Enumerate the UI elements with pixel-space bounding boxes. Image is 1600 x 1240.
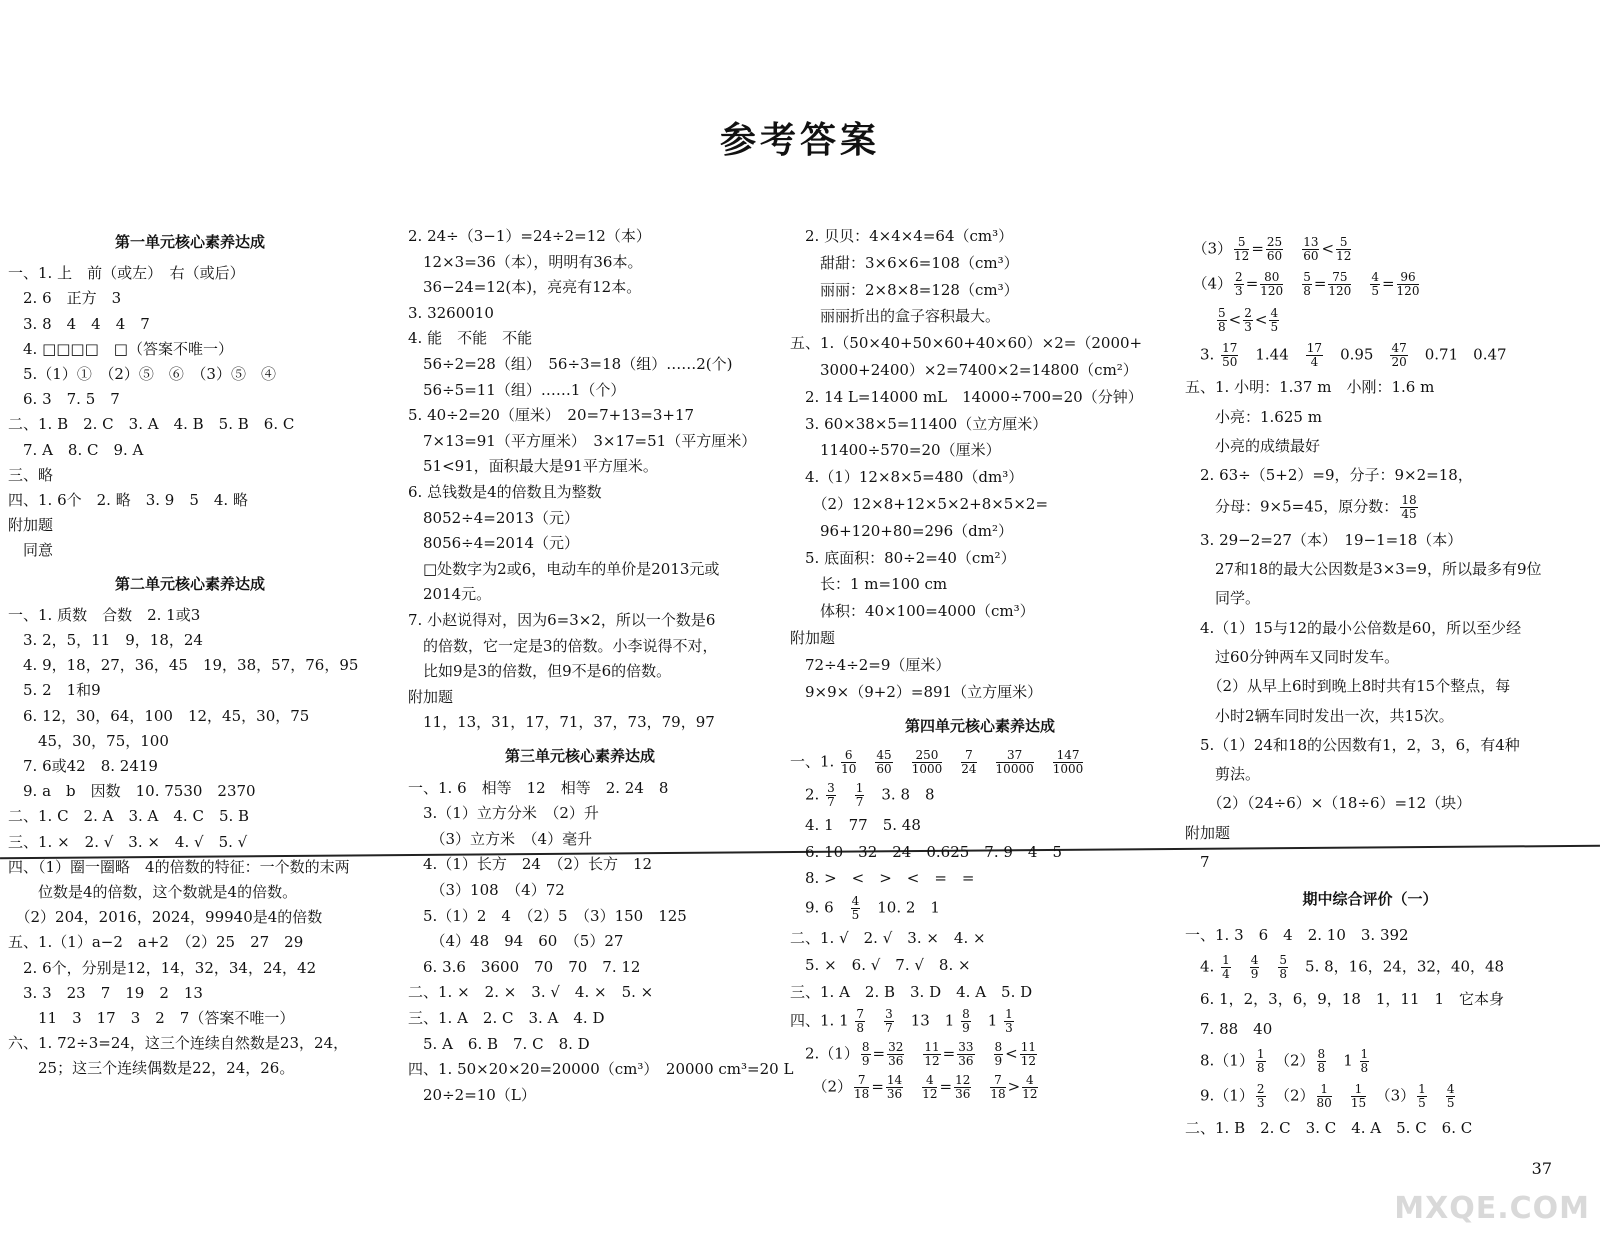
answer-line: 一、1. 6 相等 12 相等 2. 24 8	[408, 778, 669, 797]
answer-line: 7. 88 40	[1185, 1019, 1273, 1038]
answer-line: 7. A 8. C 9. A	[8, 440, 144, 459]
answer-line: 2. 贝贝：4×4×4=64（cm³）	[790, 227, 1014, 245]
answer-line: （4） $\frac{2}{3}$ = $\frac{80}{120}$ $\frac{5}{8}$ = $\frac{75}{120}$ $\frac{4}{5}$ = $\frac{96}{120}$	[1185, 270, 1420, 299]
answer-line: 8052÷4=2013（元）	[408, 508, 580, 527]
answer-line: 2014元。	[408, 585, 492, 604]
answer-line: 位数是4的倍数，这个数就是4的倍数。	[8, 883, 298, 901]
fraction: $\frac{5}{8}$	[1279, 952, 1288, 981]
answer-line: 附加题	[1185, 823, 1231, 842]
answer-line: 45，30，75，100	[8, 731, 169, 750]
fraction: $\frac{4}{5}$	[1446, 1082, 1455, 1111]
answer-line: 一、1. 3 6 4 2. 10 3. 392	[1185, 925, 1409, 944]
fraction: $\frac{4}{5}$	[1270, 305, 1279, 334]
answer-line: 4. $\frac{1}{4}$ $\frac{4}{9}$ $\frac{5}{8}$ 5. 8，16，24，32，40，48	[1185, 952, 1505, 981]
answer-line: 剪法。	[1185, 765, 1261, 784]
answer-line: 四、1. 50×20×20=20000（cm³） 20000 cm³=20 L	[408, 1060, 794, 1079]
answer-line: 3. 2，5，11 9，18，24	[8, 631, 203, 649]
answer-line: 4. 9，18，27，36，45 19，38，57，76，95	[8, 656, 359, 675]
answer-line: 一、1. 上 前（或左） 右（或后）	[8, 264, 245, 283]
answer-line: 9×9×（9+2）=891（立方厘米）	[790, 682, 1043, 701]
page-title: 参考答案	[719, 119, 880, 161]
answer-line: 12×3=36（本），明明有36本。	[408, 252, 643, 271]
fraction: $\frac{4}{12}$	[922, 1073, 938, 1101]
answer-line: 三、略	[8, 465, 54, 484]
fraction: $\frac{8}{8}$	[1317, 1046, 1326, 1075]
fraction: $\frac{14}{36}$	[886, 1073, 903, 1101]
answer-line: 7. 小赵说得对，因为6=3×2，所以一个数是6	[408, 611, 716, 629]
fraction: $\frac{5}{12}$	[1234, 235, 1250, 263]
fraction: $\frac{3}{7}$	[827, 781, 835, 809]
answer-line: 5.（1）① （2）⑤ ⑥ （3）⑤ ④	[8, 365, 276, 383]
fraction: $\frac{7}{24}$	[961, 748, 977, 777]
answer-line: 11 3 17 3 2 7（答案不唯一）	[8, 1009, 295, 1027]
fraction: $\frac{7}{8}$	[856, 1007, 865, 1036]
answer-line: 11400÷570=20（厘米）	[790, 441, 1001, 460]
answer-line: （4）48 94 60 （5）27	[408, 932, 624, 951]
answer-line: （3）108 （4）72	[408, 881, 565, 899]
answer-line: 四、（1）圈一圈略 4的倍数的特征：一个数的末两	[8, 857, 350, 876]
answer-line: 四、1. 1 $\frac{7}{8}$ $\frac{3}{7}$ 13 1 $\frac{8}{9}$ 1 $\frac{1}{3}$	[790, 1007, 1013, 1036]
answer-line: 4.（1）长方 24 （2）长方 12	[408, 855, 653, 874]
answer-line: 56÷5=11（组）……1（个）	[408, 380, 626, 399]
answer-line: 5.（1）24和18的公因数有1，2，3，6，有4种	[1185, 735, 1520, 754]
answer-line: 5. × 6. √ 7. √ 8. ×	[790, 955, 971, 974]
fraction: $\frac{5}{8}$	[1218, 305, 1226, 334]
answer-line: 2. 24÷（3−1）=24÷2=12（本）	[408, 227, 651, 245]
answer-line: 3. $\frac{17}{50}$ 1.44 $\frac{17}{4}$ 0.95 $\frac{47}{20}$ 0.71 0.47	[1185, 340, 1507, 369]
fraction: $\frac{1}{5}$	[1418, 1082, 1426, 1111]
answer-line: 5.（1）2 4 （2）5 （3）150 125	[408, 906, 687, 925]
fraction: $\frac{2}{3}$	[1256, 1082, 1265, 1111]
answer-line: 56÷2=28（组） 56÷3=18（组）……2(个)	[408, 355, 733, 373]
fraction: $\frac{4}{9}$	[1250, 952, 1259, 981]
fraction: $\frac{2}{3}$	[1244, 305, 1252, 334]
answer-line: 3.（1）立方分米 （2）升	[408, 804, 599, 823]
answer-line: 2. 6 正方 3	[8, 289, 122, 308]
fraction: $\frac{1}{8}$	[1360, 1046, 1369, 1075]
answer-line: 五、1.（50×40+50×60+40×60）×2=（2000+	[790, 334, 1143, 353]
answer-line: 6. 12，30，64，100 12，45，30，75	[8, 706, 310, 725]
answer-line: □处数字为2或6，电动车的单价是2013元或	[408, 559, 720, 578]
answer-line: 2. 6个，分别是12，14，32，34，24，42	[8, 958, 317, 977]
fraction: $\frac{12}{36}$	[955, 1073, 971, 1101]
answer-line: 比如9是3的倍数，但9不是6的倍数。	[408, 662, 672, 681]
answer-line: 五、1. 小明：1.37 m 小刚：1.6 m	[1185, 378, 1435, 397]
answer-line: 三、1. A 2. C 3. A 4. D	[408, 1009, 605, 1027]
answer-line: 同意	[8, 541, 54, 560]
answer-line: 5. 40÷2=20（厘米） 20=7+13=3+17	[408, 406, 695, 425]
answer-line: 3. 29−2=27（本） 19−1=18（本）	[1185, 530, 1463, 549]
answer-line: 2. $\frac{3}{7}$ $\frac{1}{7}$ 3. 8 8	[790, 781, 935, 809]
answer-line: 小亮：1.625 m	[1185, 407, 1322, 426]
section-heading: 第四单元核心素养达成	[904, 717, 1055, 736]
fraction: $\frac{32}{36}$	[888, 1040, 904, 1069]
fraction: $\frac{250}{1000}$	[911, 748, 943, 777]
fraction: $\frac{80}{120}$	[1260, 270, 1284, 299]
answer-line: 4. □□□□ □（答案不唯一）	[8, 339, 233, 358]
answer-line: 附加题	[8, 516, 54, 535]
section-heading: 期中综合评价（一）	[1302, 890, 1438, 909]
fraction: $\frac{17}{4}$	[1306, 340, 1323, 369]
answer-line: 72÷4÷2=9（厘米）	[790, 655, 951, 674]
answer-line: 6. 3 7. 5 7	[8, 390, 120, 409]
answer-line: 体积：40×100=4000（cm³）	[790, 602, 1035, 621]
answer-line: 5. 2 1和9	[8, 681, 101, 700]
answer-line: 3. 3 23 7 19 2 13	[8, 983, 203, 1002]
answer-line: 36−24=12(本)，亮亮有12本。	[408, 278, 642, 297]
fraction: $\frac{6}{10}$	[841, 748, 857, 777]
answer-line: 27和18的最大公因数是3×3=9，所以最多有9位	[1185, 560, 1542, 578]
fraction: $\frac{4}{12}$	[1022, 1073, 1038, 1101]
answer-line: 附加题	[408, 687, 454, 706]
fraction: $\frac{1}{15}$	[1350, 1082, 1367, 1111]
page-number: 37	[1531, 1159, 1552, 1178]
fraction: $\frac{45}{60}$	[876, 748, 892, 777]
answer-line: 25；这三个连续偶数是22，24，26。	[8, 1059, 295, 1078]
fraction: $\frac{4}{5}$	[851, 894, 860, 923]
answer-line: 11，13，31，17，71，37，73，79，97	[408, 713, 715, 732]
fraction: $\frac{8}{9}$	[861, 1040, 870, 1069]
answer-line: 9. a b 因数 10. 7530 2370	[8, 782, 256, 801]
answer-line: 4.（1）12×8×5=480（dm³）	[790, 468, 1024, 487]
answer-line: 甜甜：3×6×6=108（cm³）	[790, 253, 1019, 272]
answer-line: 六、1. 72÷3=24，这三个连续自然数是23，24，	[8, 1034, 349, 1053]
answer-line: 5. 底面积：80÷2=40（cm²）	[790, 548, 1016, 567]
fraction: $\frac{1}{3}$	[1005, 1007, 1013, 1036]
answer-line: 分母：9×5=45，原分数： $\frac{18}{45}$	[1185, 493, 1417, 522]
answer-line: 20÷2=10（L）	[408, 1085, 536, 1104]
answer-line: 一、1. $\frac{6}{10}$ $\frac{45}{60}$ $\frac{250}{1000}$ $\frac{7}{24}$ $\frac{37}{10000}$ $\frac{147}{1000}$	[790, 748, 1084, 777]
answer-line: 6. 总钱数是4的倍数且为整数	[408, 483, 602, 501]
answer-line: 3000+2400）×2=7400×2=14800（cm²）	[790, 361, 1138, 379]
answer-line: 过60分钟两车又同时发车。	[1185, 647, 1400, 666]
answer-line: 三、1. × 2. √ 3. × 4. √ 5. √	[8, 832, 248, 851]
answer-line: 3. 3260010	[408, 303, 494, 322]
answer-line: 4. 能 不能 不能	[408, 329, 533, 348]
answer-line: 小亮的成绩最好	[1185, 436, 1321, 455]
fraction: $\frac{8}{9}$	[994, 1040, 1003, 1069]
watermark: MXQE.COM	[1394, 1191, 1590, 1226]
fraction: $\frac{17}{50}$	[1222, 340, 1238, 369]
answer-line: 丽丽：2×8×8=128（cm³）	[790, 280, 1019, 299]
fraction: $\frac{75}{120}$	[1328, 270, 1352, 299]
fraction: $\frac{5}{8}$	[1303, 270, 1311, 299]
answer-line: 7×13=91（平方厘米） 3×17=51（平方厘米）	[408, 431, 757, 450]
answer-line: 3. 60×38×5=11400（立方厘米）	[790, 414, 1048, 433]
answer-line: （2）12×8+12×5×2+8×5×2=	[790, 495, 1049, 513]
answer-line: 9. 6 $\frac{4}{5}$ 10. 2 1	[790, 894, 940, 923]
answer-line: 5. A 6. B 7. C 8. D	[408, 1034, 590, 1053]
answer-line: 2. 14 L=14000 mL 14000÷700=20（分钟）	[790, 387, 1143, 406]
fraction: $\frac{147}{1000}$	[1052, 748, 1084, 777]
fraction: $\frac{5}{12}$	[1336, 235, 1352, 263]
answer-line: 附加题	[790, 629, 836, 647]
answer-line: 二、1. B 2. C 3. A 4. B 5. B 6. C	[8, 415, 295, 434]
answer-line: 96+120+80=296（dm²）	[790, 521, 1013, 540]
fraction: $\frac{4}{5}$	[1371, 270, 1379, 299]
fraction: $\frac{33}{36}$	[958, 1040, 974, 1069]
fraction: $\frac{3}{7}$	[885, 1007, 893, 1036]
fraction: $\frac{7}{18}$	[990, 1073, 1006, 1101]
answer-line: 长：1 m=100 cm	[790, 575, 948, 594]
answer-line: （2） $\frac{7}{18}$ = $\frac{14}{36}$ $\frac{4}{12}$ = $\frac{12}{36}$ $\frac{7}{18}$ > $\frac{4}{12}$	[790, 1073, 1038, 1101]
answer-line: 4. 1 77 5. 48	[790, 815, 921, 834]
answer-line: 4.（1）15与12的最小公倍数是60，所以至少经	[1185, 618, 1522, 637]
answer-line: 二、1. × 2. × 3. √ 4. × 5. ×	[408, 983, 654, 1002]
answer-line: 6. 10 32 24 0.625 7. 9 4 5	[790, 842, 1062, 861]
answer-line: （2）（24÷6）×（18÷6）=12（块）	[1185, 794, 1472, 813]
answer-line: 2.（1） $\frac{8}{9}$ = $\frac{32}{36}$ $\frac{11}{12}$ = $\frac{33}{36}$ $\frac{8}{9}$ < $\frac{11}{12}$	[790, 1040, 1037, 1069]
section-heading: 第二单元核心素养达成	[114, 574, 265, 593]
answer-line: 7. 6或42 8. 2419	[8, 757, 158, 775]
answer-line: $\frac{5}{8}$ < $\frac{2}{3}$ < $\frac{4}{5}$	[1218, 305, 1279, 334]
answer-line: 同学。	[1185, 589, 1261, 608]
fraction: $\frac{25}{60}$	[1266, 235, 1283, 263]
answer-line: 二、1. B 2. C 3. C 4. A 5. C 6. C	[1185, 1119, 1473, 1138]
fraction: $\frac{47}{20}$	[1391, 340, 1407, 369]
answer-line: 7	[1185, 853, 1210, 871]
fraction: $\frac{2}{3}$	[1235, 270, 1243, 299]
answer-line: 二、1. C 2. A 3. A 4. C 5. B	[8, 807, 250, 826]
answer-line: 51<91，面积最大是91平方厘米。	[408, 457, 658, 476]
fraction: $\frac{1}{8}$	[1256, 1046, 1265, 1075]
answer-line: （2）从早上6时到晚上8时共有15个整点，每	[1185, 677, 1511, 696]
answer-line: 五、1.（1）a−2 a+2 （2）25 27 29	[8, 933, 304, 952]
answer-line: 6. 3.6 3600 70 70 7. 12	[408, 957, 641, 976]
answer-line: 小时2辆车同时发出一次，共15次。	[1185, 706, 1454, 725]
fraction: $\frac{18}{45}$	[1401, 493, 1417, 522]
answer-line: 三、1. A 2. B 3. D 4. A 5. D	[790, 982, 1033, 1001]
fraction: $\frac{8}{9}$	[962, 1007, 970, 1036]
answer-line: 一、1. 质数 合数 2. 1或3	[8, 605, 201, 624]
answer-line: 2. 63÷（5+2）=9，分子：9×2=18，	[1185, 466, 1473, 485]
answer-line: 8.（1） $\frac{1}{8}$ （2） $\frac{8}{8}$ 1 $\frac{1}{8}$	[1185, 1046, 1369, 1075]
answer-line: （2）204，2016，2024，99940是4的倍数	[8, 908, 323, 927]
answer-line: （3）立方米 （4）毫升	[408, 829, 593, 848]
fraction: $\frac{1}{80}$	[1316, 1082, 1332, 1111]
answer-line: 6. 1，2，3，6，9，18 1，11 1 它本身	[1185, 990, 1505, 1009]
answer-line: 的倍数，它一定是3的倍数。小李说得不对，	[408, 636, 718, 655]
answer-line: 3. 8 4 4 4 7	[8, 314, 150, 333]
answer-line: 8056÷4=2014（元）	[408, 534, 580, 553]
answer-line: 四、1. 6个 2. 略 3. 9 5 4. 略	[8, 491, 248, 509]
answer-line: 8. > < > < = =	[790, 869, 975, 888]
section-heading: 第三单元核心素养达成	[504, 747, 655, 765]
fraction: $\frac{1}{4}$	[1222, 952, 1230, 981]
fraction: $\frac{7}{18}$	[854, 1073, 870, 1101]
fraction: $\frac{11}{12}$	[924, 1040, 940, 1069]
fraction: $\frac{1}{7}$	[855, 781, 864, 809]
answer-line: 二、1. √ 2. √ 3. × 4. ×	[790, 929, 986, 947]
answer-line: 丽丽折出的盒子容积最大。	[790, 307, 1001, 326]
answer-line: 9.（1） $\frac{2}{3}$ （2） $\frac{1}{80}$ $\frac{1}{15}$ （3） $\frac{1}{5}$ $\frac{4}{5}$	[1185, 1082, 1455, 1111]
answer-line: （3） $\frac{5}{12}$ = $\frac{25}{60}$ $\frac{13}{60}$ < $\frac{5}{12}$	[1185, 235, 1352, 263]
fraction: $\frac{13}{60}$	[1303, 235, 1319, 263]
fraction: $\frac{37}{10000}$	[995, 748, 1034, 777]
section-heading: 第一单元核心素养达成	[114, 233, 265, 251]
fraction: $\frac{11}{12}$	[1020, 1040, 1037, 1069]
fraction: $\frac{96}{120}$	[1396, 270, 1420, 299]
